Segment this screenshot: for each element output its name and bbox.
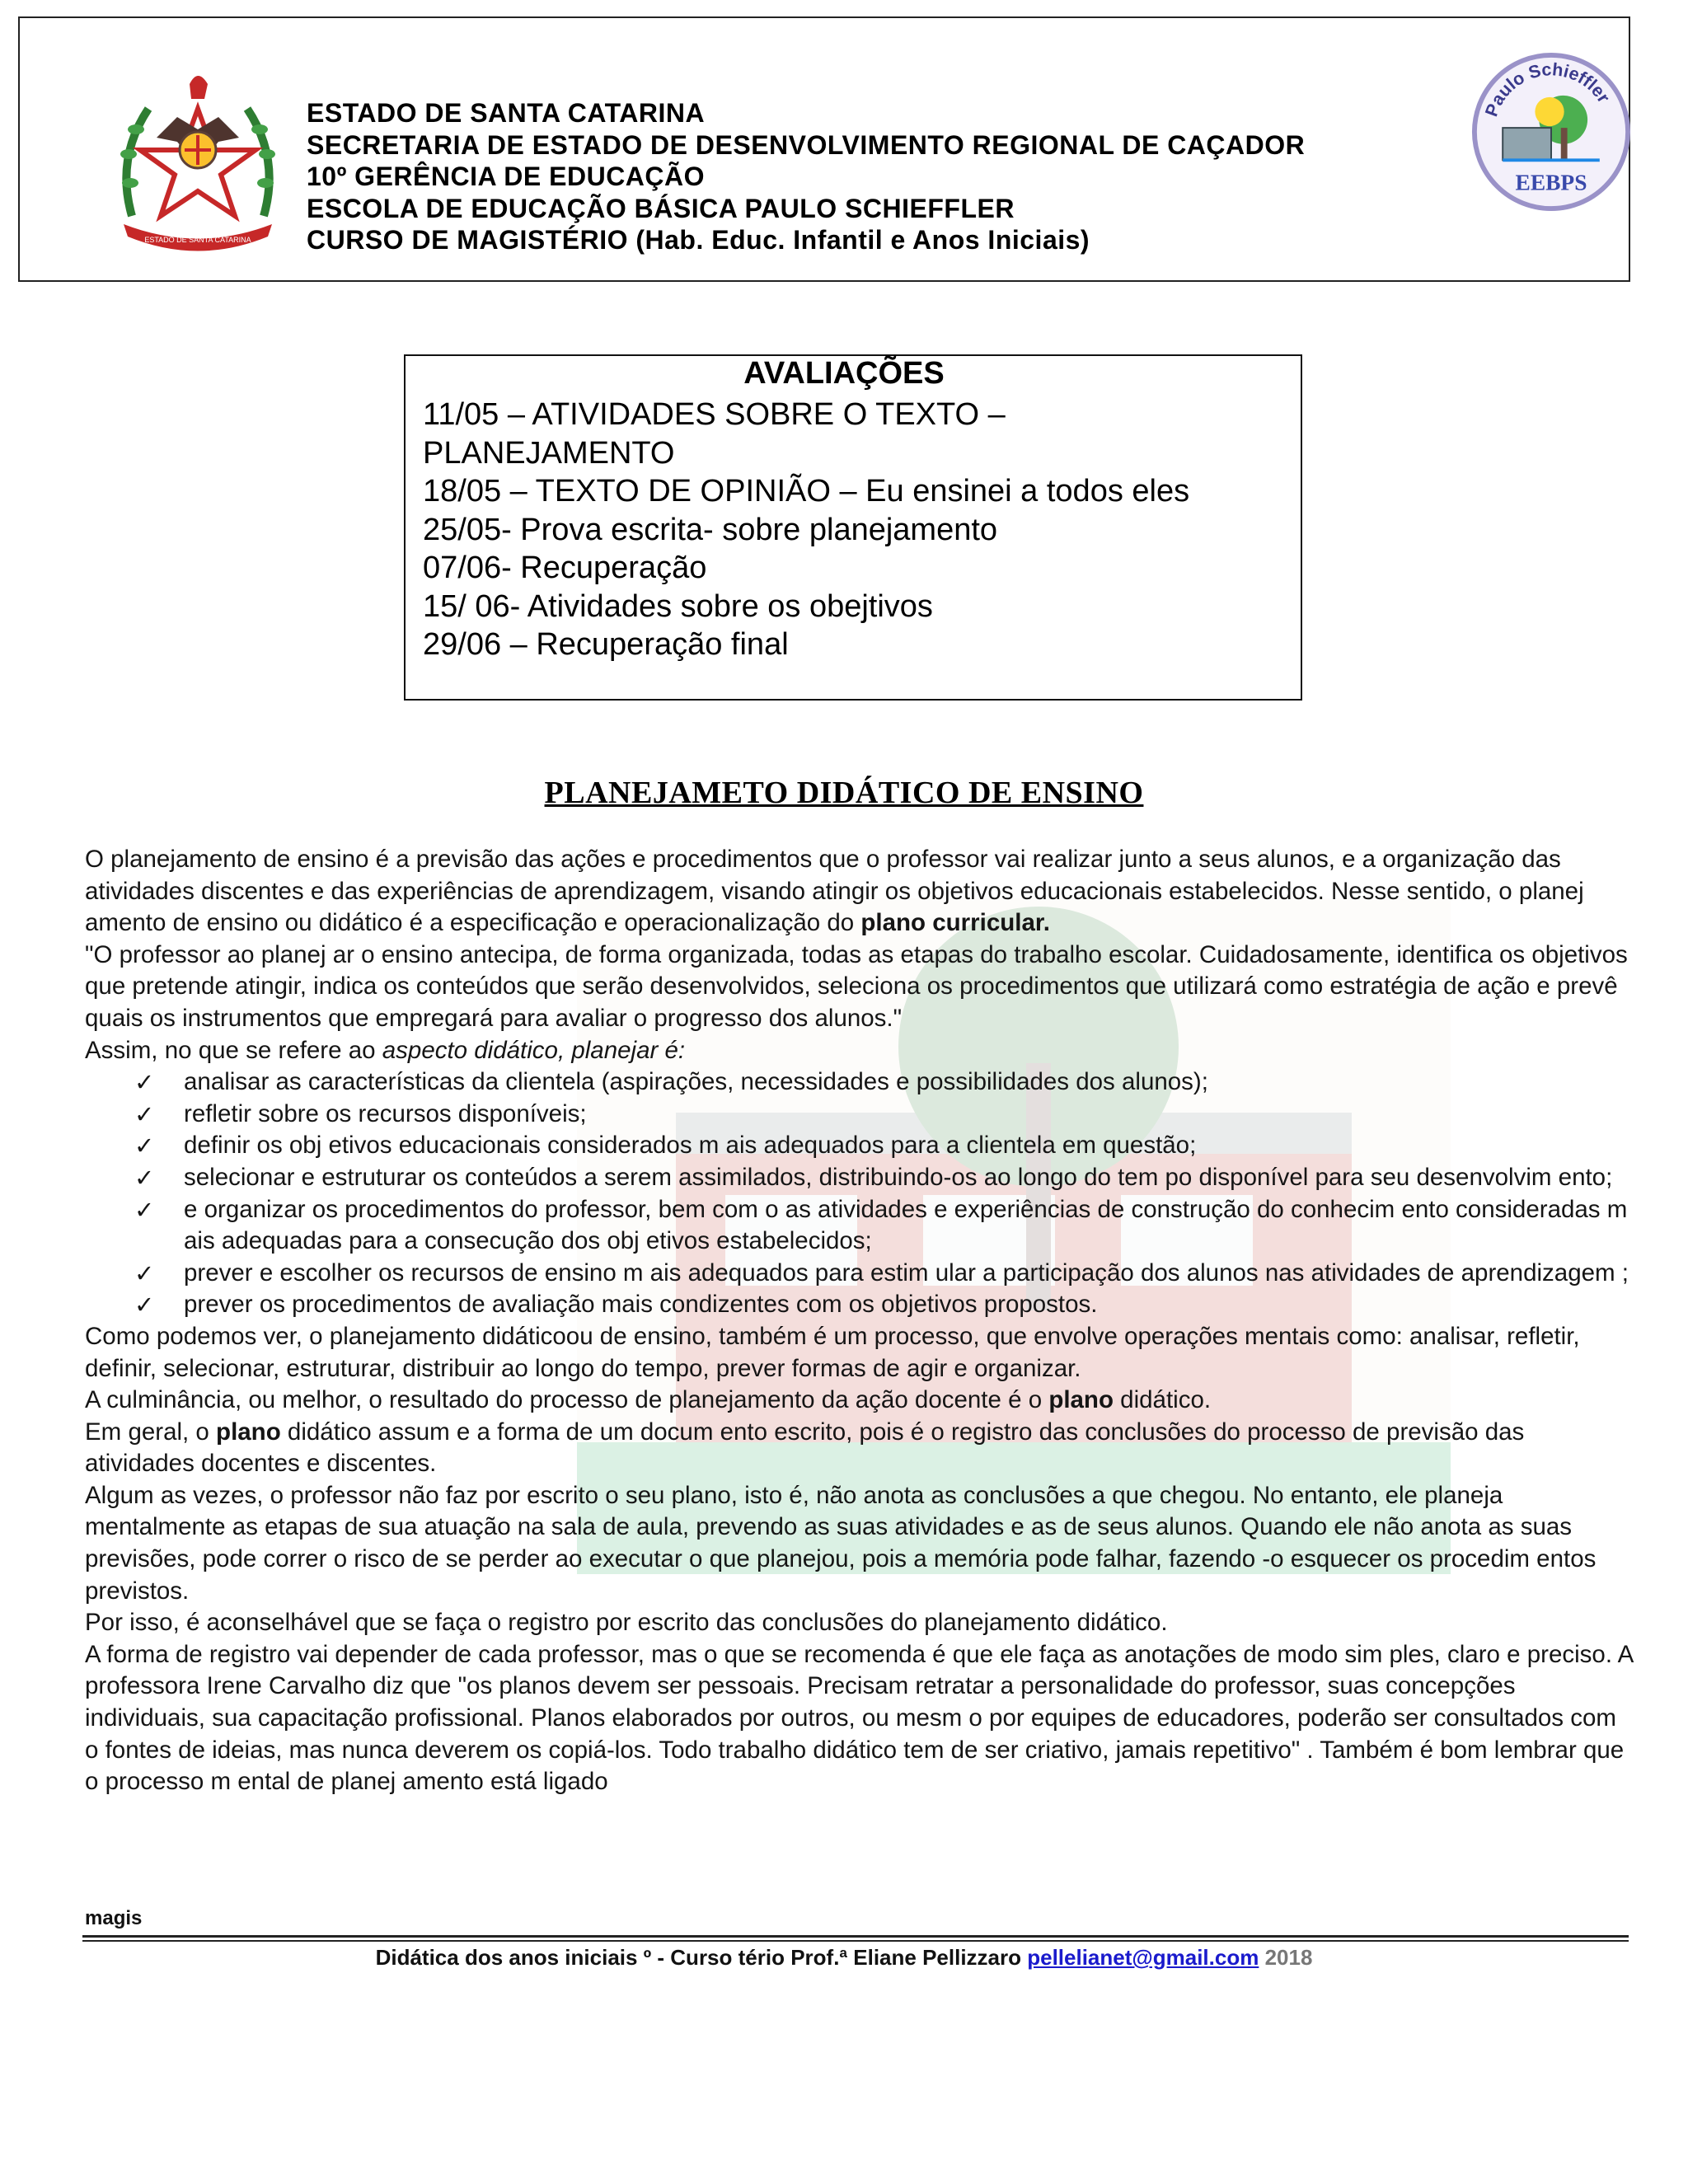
checklist-item <box>85 1162 1634 1194</box>
italic-text: aspecto didático, planejar é: <box>382 1036 686 1064</box>
check-icon: ✓ <box>134 1163 155 1192</box>
document-title: PLANEJAMETO DIDÁTICO DE ENSINO <box>544 776 1144 810</box>
paragraph-culmination <box>85 1385 1634 1417</box>
course-detail: (Hab. Educ. Infantil e Anos Iniciais) <box>635 225 1090 255</box>
paragraph-process: Como podemos ver, o planejamento didáticoou de ensino, também é um processo, que envolve operações mentais como: analisar, refletir, definir, selecionar, estruturar, distribuir ao longo do tempo, prever formas de agir e organizar. <box>85 1322 1580 1382</box>
paragraph-text: O planejamento de ensino é a previsão das ações e procedimentos que o professor vai realizar junto a seus alunos, e a organização das atividades discentes e das experiências de aprendizagem, visando atingir os objetivos educacionais estabelecidos. Nesse sentido, o planej amento de ensino ou didático é a especificação e operacionalização do <box>85 846 1584 937</box>
logo-abbrev: EEBPS <box>1515 170 1587 195</box>
check-icon: ✓ <box>134 1099 155 1128</box>
checklist-item <box>85 1258 1634 1290</box>
checklist <box>85 1066 1634 1321</box>
document-body <box>85 844 1634 1798</box>
check-icon: ✓ <box>134 1068 155 1097</box>
checklist-text: selecionar e estruturar os conteúdos a serem assimilados, distribuindo-os ao longo do tem po disponível para seu desenvolvim ento; <box>184 1163 1613 1191</box>
state-coat-of-arms <box>99 59 297 257</box>
footer-divider-thin <box>82 1940 1629 1942</box>
paragraph-text: Em geral, o <box>85 1418 217 1446</box>
paragraph-plan-form <box>85 1417 1634 1480</box>
evaluations-title: AVALIAÇÕES <box>743 356 945 391</box>
check-icon: ✓ <box>134 1291 155 1319</box>
logo-arc-text: Paulo Schieffler <box>1480 59 1615 120</box>
footer <box>0 1945 1688 1971</box>
header-line-secretariat: SECRETARIA DE ESTADO DE DESENVOLVIMENTO REGIONAL DE CAÇADOR <box>307 129 1306 160</box>
paragraph-quote: "O professor ao planej ar o ensino antecipa, de forma organizada, todas as etapas do trabalho escolar. Cuidadosamente, identifica os objetivos que pretende atingir, indica os conteúdos que serão desenvolvidos, seleciona os procedimentos que utilizará como estratégia de ação e prevê quais os instrumentos que empregará para avaliar o progresso dos alunos." <box>85 940 1628 1032</box>
evaluation-item: 18/05 – TEXTO DE OPINIÃO – Eu ensinei a todos eles <box>423 474 1190 509</box>
evaluation-item: 25/05- Prova escrita- sobre planejamento <box>423 512 998 547</box>
course-name: CURSO DE MAGISTÉRIO <box>307 225 628 255</box>
footer-divider <box>82 1935 1629 1938</box>
school-logo <box>1470 51 1632 213</box>
paragraph-didactic <box>85 1035 1634 1067</box>
emphasis-text: plano curricular. <box>860 909 1050 937</box>
check-icon: ✓ <box>134 1258 155 1287</box>
checklist-item <box>85 1289 1634 1321</box>
footer-text: Didática dos anos iniciais º - Curso tério Prof.ª Eliane Pellizzaro <box>375 1945 1028 1970</box>
evaluation-item: 11/05 – ATIVIDADES SOBRE O TEXTO – <box>423 397 1006 432</box>
check-icon: ✓ <box>134 1132 155 1160</box>
emphasis-text: plano <box>1048 1386 1114 1414</box>
paragraph-intro <box>85 844 1634 940</box>
checklist-text: definir os obj etivos educacionais considerados m ais adequados para a clientela em questão; <box>184 1132 1197 1160</box>
svg-text:ESTADO DE SANTA CATARINA: ESTADO DE SANTA CATARINA <box>144 236 251 244</box>
evaluation-item: 15/ 06- Atividades sobre os obejtivos <box>423 588 933 624</box>
checklist-item <box>85 1130 1634 1162</box>
paragraph-text: A culminância, ou melhor, o resultado do processo de planejamento da ação docente é o <box>85 1386 1049 1414</box>
header-text <box>307 97 1305 256</box>
checklist-text: refletir sobre os recursos disponíveis; <box>184 1099 587 1127</box>
header-line-management: 10º GERÊNCIA DE EDUCAÇÃO <box>307 162 706 191</box>
evaluation-item: PLANEJAMENTO <box>423 435 675 471</box>
paragraph-mental-planning: Algum as vezes, o professor não faz por escrito o seu plano, isto é, não anota as conclusões a que chegou. No entanto, ele planeja mentalmente as etapas de sua atuação na sala de aula, prevendo as suas atividades e as de seus alunos. Quando ele não anota as suas previsões, pode correr o risco de se perder ao executar o que planejou, pois a memória pode falhar, fazendo -o esquecer os procedim entos previstos. <box>85 1481 1597 1605</box>
paragraph-text: didático. <box>1113 1386 1212 1414</box>
paragraph-advice: Por isso, é aconselhável que se faça o registro por escrito das conclusões do planejamento didático. <box>85 1609 1168 1637</box>
checklist-item <box>85 1099 1634 1131</box>
evaluations-list <box>423 396 1189 664</box>
emphasis-text: plano <box>216 1418 281 1446</box>
footer-tag: magis <box>85 1907 143 1929</box>
header-line-state: ESTADO DE SANTA CATARINA <box>307 98 706 128</box>
evaluation-item: 29/06 – Recuperação final <box>423 627 789 662</box>
check-icon: ✓ <box>134 1195 155 1224</box>
checklist-text: prever e escolher os recursos de ensino m ais adequados para estim ular a participação dos alunos nas atividades de aprendizagem ; <box>184 1258 1629 1286</box>
checklist-text: prever os procedimentos de avaliação mais condizentes com os objetivos propostos. <box>184 1291 1098 1319</box>
checklist-text: analisar as características da clientela (aspirações, necessidades e possibilidades dos alunos); <box>184 1068 1208 1096</box>
paragraph-text: didático assum e a forma de um docum ento escrito, pois é o registro das conclusões do processo de previsão das atividades docentes e discentes. <box>85 1418 1525 1478</box>
evaluation-item: 07/06- Recuperação <box>423 551 707 585</box>
paragraph-text: Assim, no que se refere ao <box>85 1036 382 1064</box>
header-line-school: ESCOLA DE EDUCAÇÃO BÁSICA PAULO SCHIEFFLER <box>307 193 1015 223</box>
checklist-text: e organizar os procedimentos do professor, bem com o as atividades e experiências de construção do conhecim ento consideradas m ais adequadas para a consecução dos obj etivos estabelecidos; <box>184 1195 1628 1255</box>
checklist-item <box>85 1066 1634 1099</box>
paragraph-registration: A forma de registro vai depender de cada professor, mas o que se recomenda é que ele faça as anotações de modo sim ples, claro e preciso. A professora Irene Carvalho diz que "os planos devem ser pessoais. Precisam retratar a personalidade do professor, suas concepções individuais, sua capacitação profissional. Planos elaborados por outros, ou mesm o por equipes de educadores, poderão ser consultados com o fontes de ideias, mas nunca deverem os copiá-los. Todo trabalho didático tem de ser criativo, jamais repetitivo" . Também é bom lembrar que o processo m ental de planej amento está ligado <box>85 1640 1633 1796</box>
checklist-item <box>85 1194 1634 1258</box>
footer-email-link[interactable]: pellelianet@gmail.com <box>1027 1945 1259 1970</box>
footer-year: 2018 <box>1264 1945 1313 1970</box>
header-line-course <box>307 224 1305 256</box>
